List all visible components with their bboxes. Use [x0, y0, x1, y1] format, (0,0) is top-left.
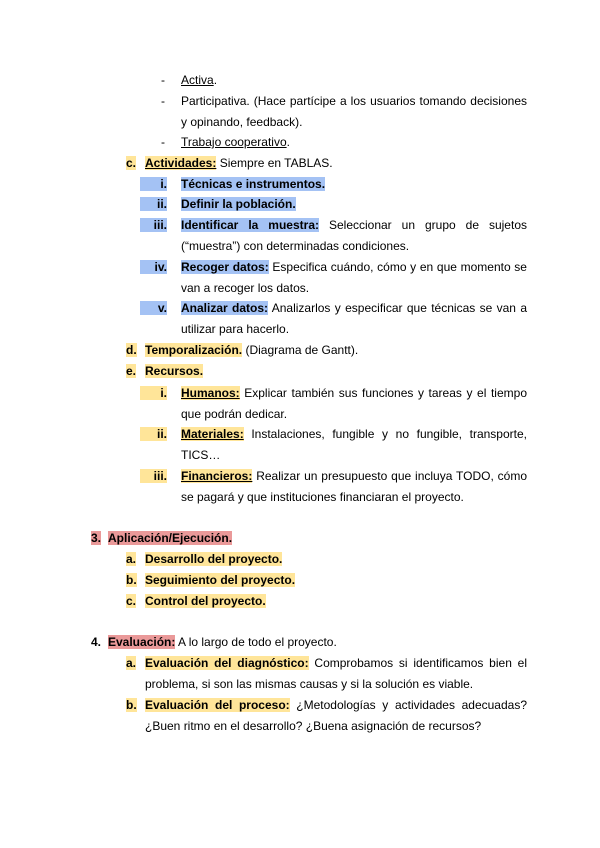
sub-marker: iii. — [140, 469, 167, 483]
section-marker-4: 4. — [91, 635, 102, 649]
list-marker: a. — [126, 552, 137, 566]
bullet-label: Trabajo cooperativo — [181, 135, 287, 149]
list-marker-d: d. — [126, 343, 137, 357]
sub-item-recoger: Recoger datos: Especifica cuándo, cómo y en que momento se van a recoger los datos. — [181, 260, 527, 295]
recursos-heading: Recursos. — [145, 364, 204, 378]
section-heading-aplicacion: Aplicación/Ejecución. — [108, 531, 233, 545]
sub-item-muestra: Identificar la muestra: Seleccionar un grupo de sujetos (“muestra”) con determinadas condiciones. — [181, 218, 527, 253]
sub-item-tecnicas: Técnicas e instrumentos. — [181, 177, 326, 191]
sub-marker: i. — [140, 386, 167, 400]
bullet-item-activa: Activa. — [181, 73, 218, 87]
list-marker: a. — [126, 656, 137, 670]
temporalizacion-item: Temporalización. (Diagrama de Gantt). — [145, 343, 359, 357]
item-evaluacion-proceso: Evaluación del proceso: ¿Metodologías y actividades adecuadas?¿Buen ritmo en el desarrollo? ¿Buena asignación de recursos? — [145, 698, 528, 733]
sub-item-analizar: Analizar datos: Analizarlos y especificar que técnicas se van a utilizar para hacerlo. — [181, 301, 527, 336]
sub-item-poblacion: Definir la población. — [181, 197, 296, 211]
activities-label: Actividades: — [145, 156, 217, 170]
section-marker-3: 3. — [91, 531, 102, 545]
sub-item-financieros: Financieros: Realizar un presupuesto que incluya TODO, cómo se pagará y que instituciones financiaran el proyecto. — [181, 469, 527, 504]
bullet-item-trabajo: Trabajo cooperativo. — [181, 135, 290, 149]
bullet-marker: - — [161, 94, 165, 108]
sub-item-humanos: Humanos: Explicar también sus funciones y tareas y el tiempo que podrán dedicar. — [181, 386, 527, 421]
sub-item-materiales: Materiales: Instalaciones, fungible y no fungible, transporte, TICS… — [181, 427, 527, 462]
sub-marker: ii. — [140, 197, 167, 211]
sub-marker: iii. — [140, 218, 167, 232]
sub-marker: v. — [140, 301, 167, 315]
bullet-marker: - — [161, 135, 165, 149]
sub-marker: i. — [140, 177, 167, 191]
sub-marker: iv. — [140, 260, 167, 274]
bullet-item-participativa: Participativa. (Hace partícipe a los usuarios tomando decisiones y opinando, feedback). — [181, 94, 527, 129]
bullet-marker: - — [161, 73, 165, 87]
item-seguimiento: Seguimiento del proyecto. — [145, 573, 296, 587]
list-marker: c. — [126, 594, 137, 608]
list-marker-e: e. — [126, 364, 137, 378]
activities-heading: Actividades: Siempre en TABLAS. — [145, 156, 333, 170]
item-evaluacion-diagnostico: Evaluación del diagnóstico: Comprobamos si identificamos bien el problema, si son las mismas causas y si la solución es viable. — [145, 656, 528, 691]
item-desarrollo: Desarrollo del proyecto. — [145, 552, 283, 566]
sub-marker: ii. — [140, 427, 167, 441]
bullet-label: Activa — [181, 73, 214, 87]
list-marker-c: c. — [126, 156, 137, 170]
list-marker: b. — [126, 573, 137, 587]
section-heading-evaluacion: Evaluación: A lo largo de todo el proyecto. — [108, 635, 337, 649]
item-control: Control del proyecto. — [145, 594, 266, 608]
list-marker: b. — [126, 698, 137, 712]
